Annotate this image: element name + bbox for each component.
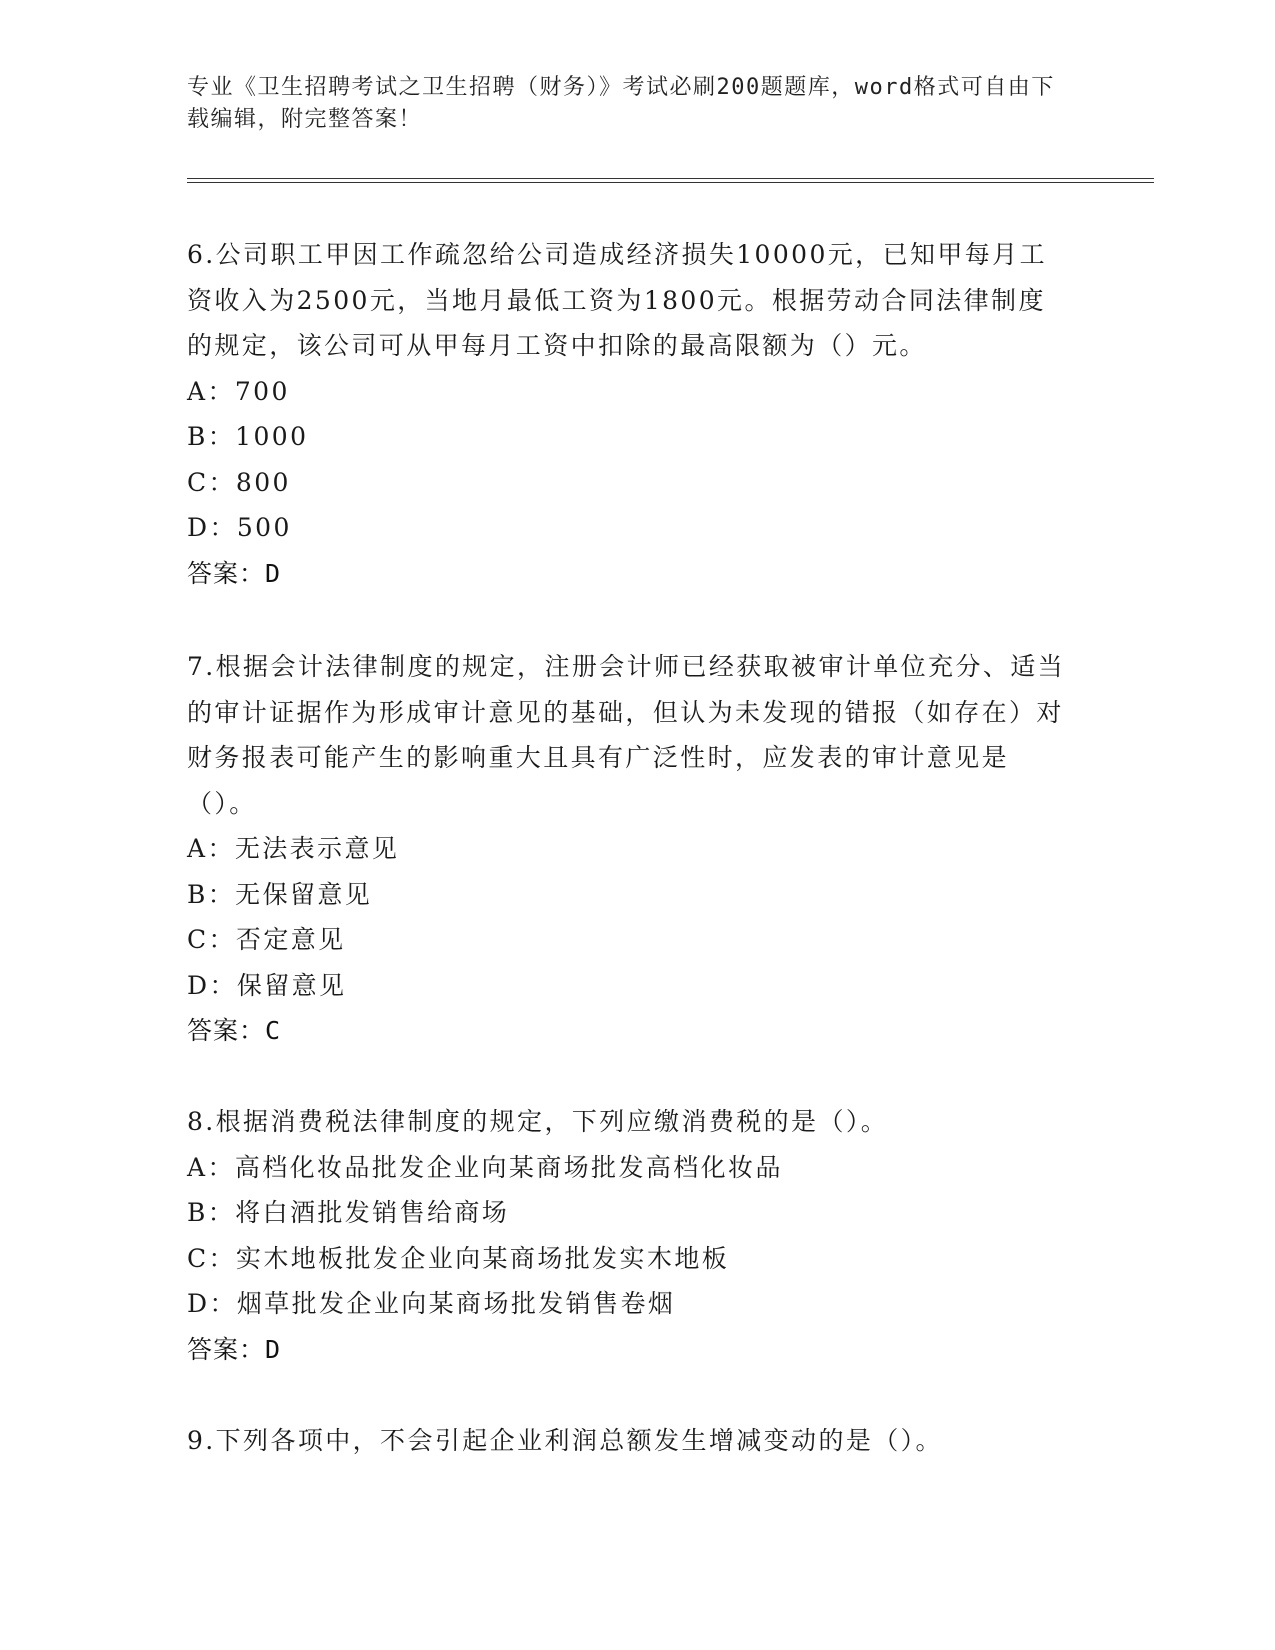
option-d: D：500 <box>187 513 292 542</box>
question-text: 8.根据消费税法律制度的规定，下列应缴消费税的是（）。 <box>187 1107 889 1136</box>
question-text: 6.公司职工甲因工作疏忽给公司造成经济损失10000元，已知甲每月工资收入为2500元，当地月最低工资为1800元。根据劳动合同法律制度的规定，该公司可从甲每月工资中扣除的最高限额为（）元。 <box>187 240 1047 360</box>
option-a: A：700 <box>187 376 290 406</box>
option-a: A：无法表示意见 <box>187 834 400 863</box>
answer: 答案：C <box>187 1016 282 1045</box>
option-c: C：实木地板批发企业向某商场批发实木地板 <box>187 1243 730 1273</box>
question-text: 7.根据会计法律制度的规定，注册会计师已经获取被审计单位充分、适当的审计证据作为形成审计意见的基础，但认为未发现的错报（如存在）对财务报表可能产生的影响重大且具有广泛性时，应发表的审计意见是（）。 <box>187 652 1066 818</box>
question-text: 9.下列各项中，不会引起企业利润总额发生增减变动的是（）。 <box>187 1426 943 1455</box>
question-6 <box>187 232 1067 596</box>
header-divider-bottom <box>187 182 1154 183</box>
header-divider-top <box>187 178 1154 179</box>
answer: 答案：D <box>187 1334 282 1364</box>
answer: 答案：D <box>187 558 282 588</box>
option-c: C：否定意见 <box>187 925 346 954</box>
option-d: D：烟草批发企业向某商场批发销售卷烟 <box>187 1289 676 1318</box>
question-8 <box>187 1099 1067 1372</box>
option-b: B：将白酒批发销售给商场 <box>187 1198 510 1227</box>
question-9 <box>187 1418 1067 1464</box>
option-a: A：高档化妆品批发企业向某商场批发高档化妆品 <box>187 1152 783 1182</box>
option-d: D：保留意见 <box>187 970 347 1000</box>
option-b: B：1000 <box>187 422 309 451</box>
document-header: 专业《卫生招聘考试之卫生招聘（财务）》考试必刷200题题库，word格式可自由下载编辑，附完整答案！ <box>187 75 1055 132</box>
option-b: B：无保留意见 <box>187 879 373 909</box>
question-7 <box>187 644 1067 1054</box>
option-c: C：800 <box>187 467 291 497</box>
